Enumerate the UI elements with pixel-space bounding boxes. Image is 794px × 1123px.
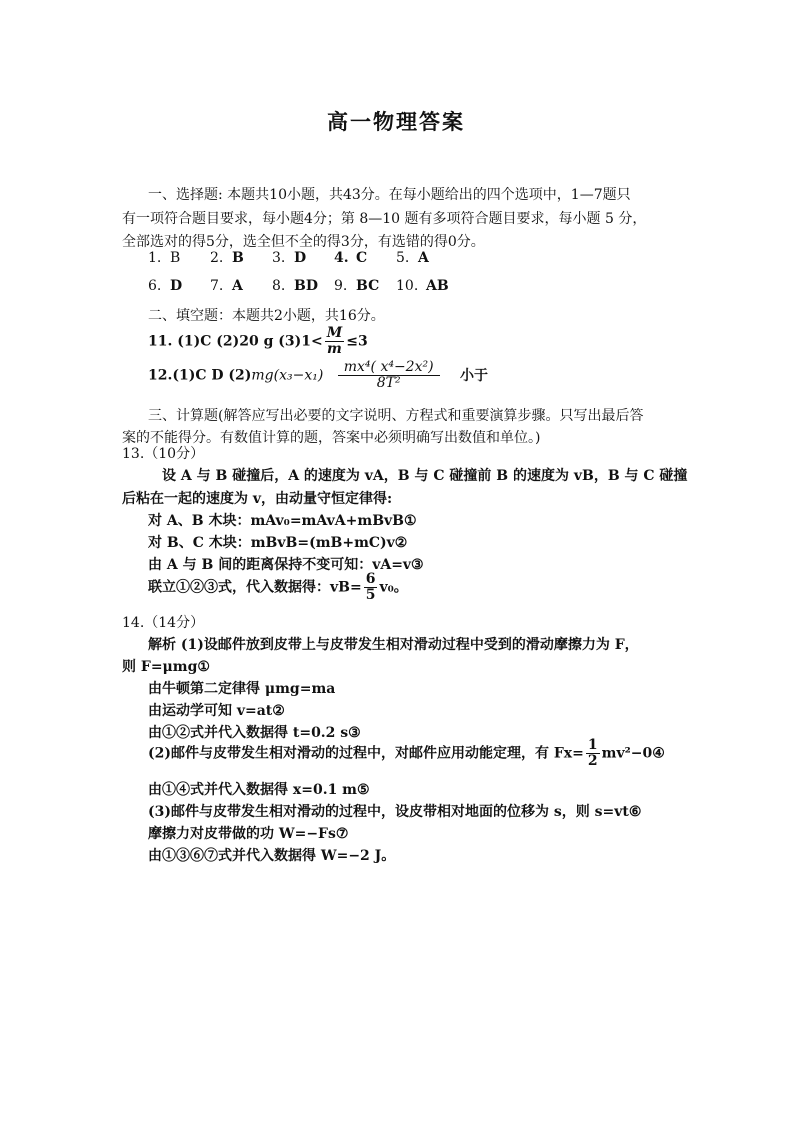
mc-num: 6.	[148, 278, 162, 294]
section3-line1: 三、计算题(解答应写出必要的文字说明、方程式和重要演算步骤。只写出最后答	[148, 408, 644, 424]
page-title: 高一物理答案	[327, 109, 465, 134]
mc-num: 9.	[334, 278, 348, 294]
mc-ans: D	[170, 278, 183, 294]
mc-num: 1.	[148, 250, 162, 266]
mc-ans: D	[294, 250, 307, 266]
q11-num: M	[326, 325, 343, 341]
section2-heading: 二、填空题：本题共2小题，共16分。	[148, 308, 385, 324]
mc-answers-row2	[148, 278, 466, 294]
q14-line: 由①②式并代入数据得 t=0.2 s③	[148, 725, 361, 741]
q13-l6-prefix: 联立①②③式，代入数据得：vB=	[148, 579, 362, 596]
mc-ans: B	[232, 250, 244, 266]
mc-num: 8.	[272, 278, 286, 294]
q14-den: 2	[587, 753, 598, 769]
q14-line: 由①④式并代入数据得 x=0.1 m⑤	[148, 782, 370, 798]
q14-line: (3)邮件与皮带发生相对滑动的过程中，设皮带相对地面的位移为 s，则 s=vt⑥	[148, 804, 642, 820]
mc-num: 7.	[210, 278, 224, 294]
q14-fraction	[586, 738, 600, 769]
q14-line: 由①③⑥⑦式并代入数据得 W=−2 J。	[148, 848, 396, 864]
q13-header: 13.（10分）	[122, 446, 205, 462]
section1-line2: 有一项符合题目要求，每小题4分；第 8—10 题有多项符合题目要求，每小题 5 分，	[122, 211, 647, 227]
q14-line: 摩擦力对皮带做的功 W=−Fs⑦	[148, 826, 349, 842]
q12-suffix: 小于	[460, 367, 489, 384]
mc-ans: AB	[426, 278, 449, 294]
q11-suffix: ≤3	[346, 333, 368, 350]
q12-expr: mg(x₃−x₁)	[251, 367, 324, 384]
q12-prefix: 12.(1)C D (2)	[148, 367, 252, 384]
q11-den: m	[327, 341, 342, 357]
mc-answers-row1	[148, 250, 458, 266]
q14-l6-suffix: mv²−0④	[601, 745, 665, 762]
q12-fraction	[338, 360, 440, 391]
q13-line: 设 A 与 B 碰撞后，A 的速度为 vA，B 与 C 碰撞前 B 的速度为 vB，B 与 C 碰撞	[162, 468, 688, 484]
q14-line	[148, 738, 665, 769]
q11-fraction	[325, 326, 345, 357]
mc-num: 4.	[334, 250, 349, 266]
q13-den: 5	[365, 587, 376, 603]
mc-ans: C	[356, 250, 368, 266]
q13-line: 后粘在一起的速度为 v，由动量守恒定律得:	[122, 491, 393, 507]
q12-num: mx⁴( x⁴−2x²)	[338, 360, 440, 376]
q13-fraction	[364, 572, 378, 603]
q12-den: 8T²	[376, 375, 401, 391]
q14-line: 由运动学可知 v=at②	[148, 703, 285, 719]
q11-prefix: 11. (1)C (2)20 g (3)1<	[148, 333, 323, 350]
q14-line: 由牛顿第二定律得 μmg=ma	[148, 681, 336, 697]
mc-num: 10.	[396, 278, 419, 294]
section3-line2: 案的不能得分。有数值计算的题，答案中必须明确写出数值和单位。)	[122, 430, 541, 446]
mc-ans: A	[418, 250, 429, 266]
q13-line	[148, 572, 408, 603]
mc-ans: BD	[294, 278, 318, 294]
mc-ans: B	[170, 250, 181, 266]
q11-answer	[148, 326, 368, 357]
section1-line3: 全部选对的得5分，选全但不全的得3分，有选错的得0分。	[122, 234, 485, 250]
q14-line: 解析 (1)设邮件放到皮带上与皮带发生相对滑动过程中受到的滑动摩擦力为 F，	[148, 637, 639, 653]
q12-answer	[148, 360, 488, 391]
q13-line: 对 A、B 木块：mAv₀=mAvA+mBvB①	[148, 513, 417, 529]
q14-num: 1	[587, 737, 598, 753]
mc-num: 3.	[272, 250, 286, 266]
mc-ans: BC	[356, 278, 380, 294]
q13-l6-suffix: v₀。	[379, 579, 408, 596]
mc-num: 5.	[396, 250, 410, 266]
q14-line: 则 F=μmg①	[122, 659, 210, 675]
mc-ans: A	[232, 278, 243, 294]
q13-line: 由 A 与 B 间的距离保持不变可知：vA=v③	[148, 557, 424, 573]
q13-num: 6	[365, 571, 376, 587]
q14-l6-prefix: (2)邮件与皮带发生相对滑动的过程中，对邮件应用动能定理，有 Fx=	[148, 745, 584, 762]
mc-num: 2.	[210, 250, 224, 266]
q14-header: 14.（14分）	[122, 615, 205, 631]
q13-line: 对 B、C 木块：mBvB=(mB+mC)v②	[148, 535, 408, 551]
section1-line1: 一、选择题: 本题共10小题，共43分。在每小题给出的四个选项中，1—7题只	[148, 187, 631, 203]
